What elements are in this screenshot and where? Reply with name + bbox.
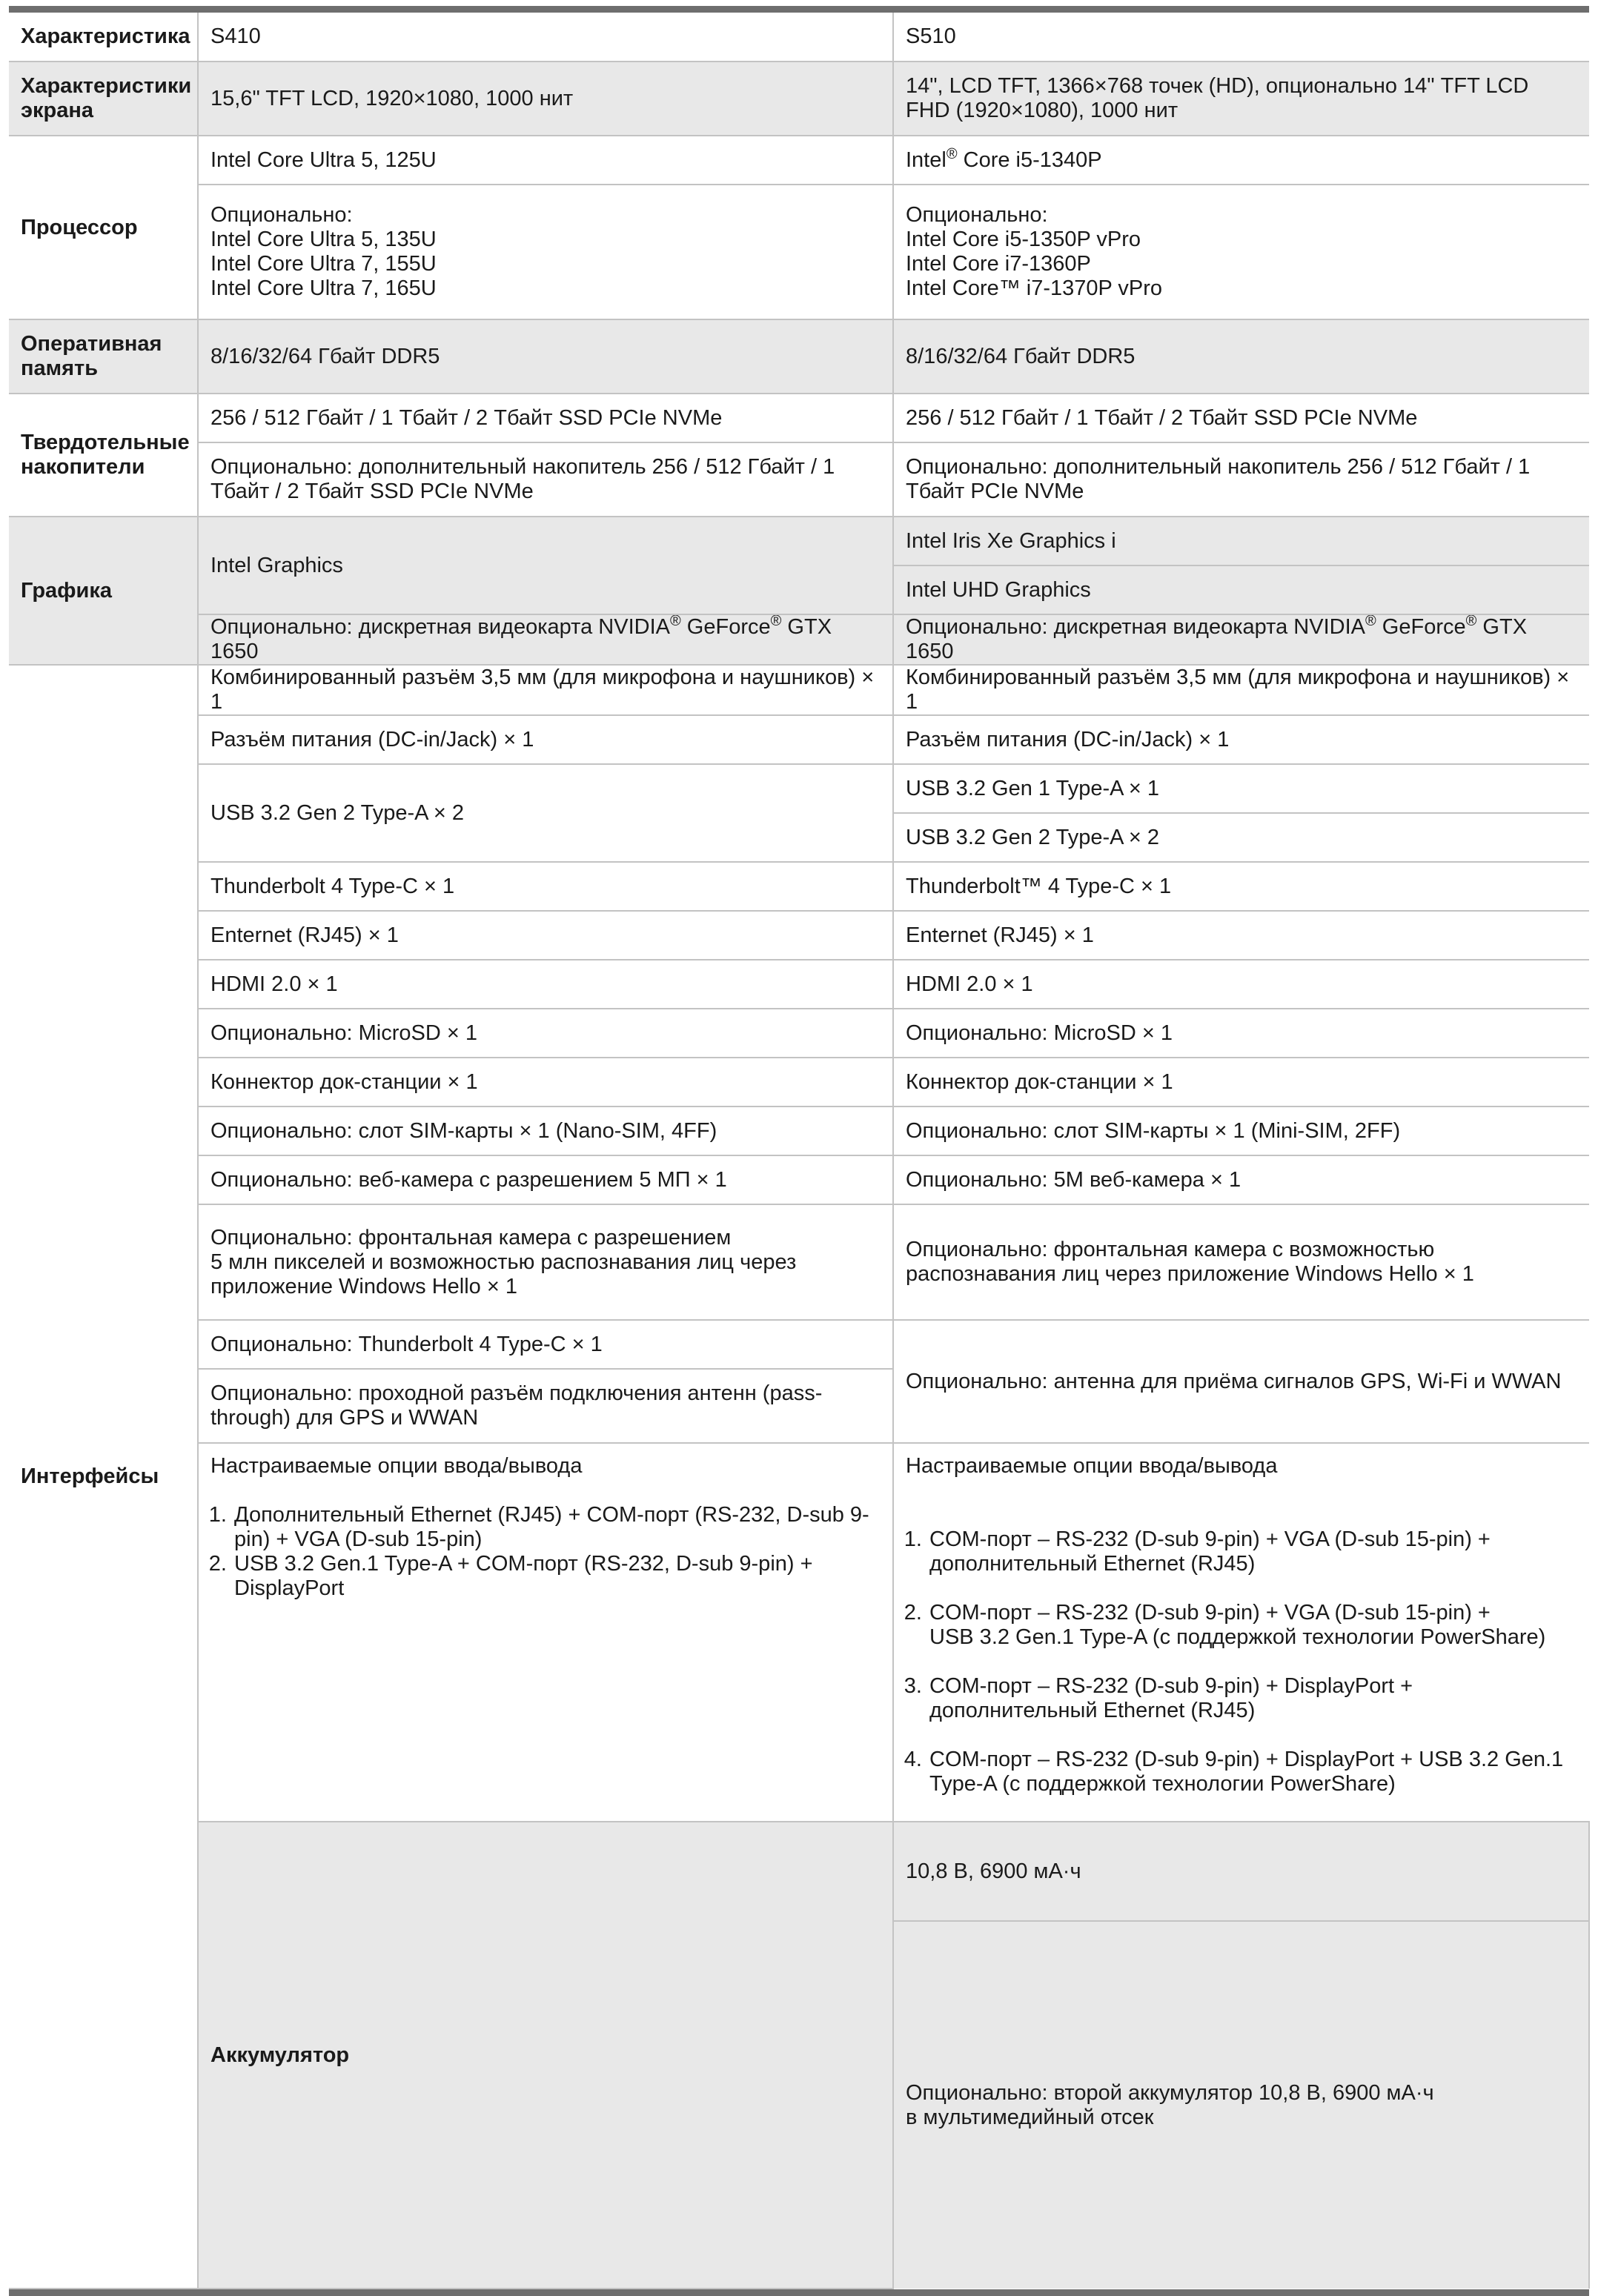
registered-mark: ® (770, 614, 782, 629)
cpu-s510-base (893, 136, 1589, 185)
iface-power-s410: Разъём питания (DC-in/Jack) × 1 (198, 715, 893, 764)
iface-eth-s410: Enternet (RJ45) × 1 (198, 911, 893, 960)
iface-sim-s410: Опционально: слот SIM-карты × 1 (Nano-SIM, 4FF) (198, 1106, 893, 1155)
iface-hdmi-s410: HDMI 2.0 × 1 (198, 960, 893, 1009)
iface-hdmi-s510: HDMI 2.0 × 1 (893, 960, 1589, 1009)
iface-row-dock (9, 1058, 1589, 1106)
iface-pass-s410: Опционально: проходной разъём подключения антенн (pass-through) для GPS и WWAN (198, 1369, 893, 1443)
header-s410: S410 (198, 13, 893, 62)
display-label: Характеристики экрана (9, 62, 198, 136)
io-title-s510: Настраиваемые опции ввода/вывода (906, 1454, 1278, 1478)
iface-front-s510: Опционально: фронтальная камера с возможностью распознавания лиц через приложение Windows Hello × 1 (893, 1204, 1589, 1320)
io-title-s410: Настраиваемые опции ввода/вывода (210, 1454, 583, 1478)
graphics-s510-options (893, 614, 1589, 665)
list-item: 2. USB 3.2 Gen.1 Type-A + COM-порт (RS-232, D-sub 9-pin) + DisplayPort (233, 1552, 881, 1601)
battery-label: Аккумулятор (198, 1822, 893, 2289)
registered-mark: ® (946, 145, 958, 162)
iface-io-s510 (893, 1443, 1589, 1822)
list-item: 1. Дополнительный Ethernet (RJ45) + COM-порт (RS-232, D-sub 9-pin) + VGA (D-sub 15-pin) (233, 1503, 881, 1552)
registered-mark: ® (1465, 614, 1477, 629)
cpu-s510-brand: Intel (906, 147, 946, 172)
iface-io-s410 (198, 1443, 893, 1822)
iface-usb-s410: USB 3.2 Gen 2 Type-A × 2 (198, 764, 893, 862)
iface-front-s410: Опционально: фронтальная камера с разрешением 5 млн пикселей и возможностью распознавания лиц через приложение Windows Hello × 1 (198, 1204, 893, 1320)
iface-row-tb-option (9, 1320, 1589, 1369)
gpu-opt-text-c: GTX 1650 (906, 615, 1528, 663)
header-characteristic: Характеристика (9, 13, 198, 62)
display-s510: 14", LCD TFT, 1366×768 точек (HD), опционально 14" TFT LCD FHD (1920×1080), 1000 нит (893, 62, 1589, 136)
iface-sd-s510: Опционально: MicroSD × 1 (893, 1009, 1589, 1058)
iface-web-s510: Опционально: 5М веб-камера × 1 (893, 1155, 1589, 1204)
cpu-s510-options: Опционально: Intel Core i5-1350P vPro Intel Core i7-1360P Intel Core™ i7-1370P vPro (893, 185, 1589, 319)
gpu-opt-text-a: Опционально: дискретная видеокарта NVIDIA (210, 615, 670, 639)
list-item: 1. COM-порт – RS-232 (D-sub 9-pin) + VGA (D-sub 15-pin) + дополнительный Ethernet (RJ45) (928, 1527, 1577, 1576)
iface-tbopt-s410: Опционально: Thunderbolt 4 Type-C × 1 (198, 1320, 893, 1369)
iface-row-ethernet (9, 911, 1589, 960)
header-row (9, 13, 1589, 62)
iface-row-io-options (9, 1443, 1589, 1822)
iface-sd-s410: Опционально: MicroSD × 1 (198, 1009, 893, 1058)
gpu-opt-text-c: GTX 1650 (210, 615, 832, 663)
iface-dock-s510: Коннектор док-станции × 1 (893, 1058, 1589, 1106)
iface-row-thunderbolt (9, 862, 1589, 911)
iface-usb2-s510: USB 3.2 Gen 2 Type-A × 2 (893, 813, 1589, 862)
display-row (9, 62, 1589, 136)
cpu-row-base (9, 136, 1589, 185)
graphics-s510-iris: Intel Iris Xe Graphics i (893, 517, 1589, 565)
iface-antenna-s510: Опционально: антенна для приёма сигналов GPS, Wi-Fi и WWAN (893, 1320, 1589, 1443)
cpu-row-options (9, 185, 1589, 319)
ssd-s510-base: 256 / 512 Гбайт / 1 Тбайт / 2 Тбайт SSD PCIe NVMe (893, 394, 1589, 442)
iface-row-hdmi (9, 960, 1589, 1009)
registered-mark: ® (1365, 614, 1376, 629)
ssd-row-base (9, 394, 1589, 442)
iface-row-usb1 (9, 764, 1589, 813)
io-list-s410 (210, 1503, 881, 1601)
ssd-label: Твердотельные накопители (9, 394, 198, 517)
cpu-label: Процессор (9, 136, 198, 319)
iface-row-microsd (9, 1009, 1589, 1058)
iface-eth-s510: Enternet (RJ45) × 1 (893, 911, 1589, 960)
battery-row-base (9, 1822, 1589, 1921)
gpu-opt-text-b: GeForce (680, 615, 771, 639)
list-item: 3. COM-порт – RS-232 (D-sub 9-pin) + DisplayPort + дополнительный Ethernet (RJ45) (928, 1674, 1577, 1723)
iface-row-webcam (9, 1155, 1589, 1204)
header-s510: S510 (893, 13, 1589, 62)
registered-mark: ® (669, 614, 681, 629)
iface-row-audio (9, 665, 1589, 715)
ssd-s410-base: 256 / 512 Гбайт / 1 Тбайт / 2 Тбайт SSD PCIe NVMe (198, 394, 893, 442)
ssd-s510-options: Опционально: дополнительный накопитель 256 / 512 Гбайт / 1 Тбайт PCIe NVMe (893, 442, 1589, 517)
ram-s410: 8/16/32/64 Гбайт DDR5 (198, 319, 893, 394)
battery-s410-options: Опционально: второй аккумулятор 10,8 В, 6900 мА·ч в мультимедийный отсек (893, 1921, 1589, 2289)
iface-audio-s510: Комбинированный разъём 3,5 мм (для микрофона и наушников) × 1 (893, 665, 1589, 715)
list-item: 2. COM-порт – RS-232 (D-sub 9-pin) + VGA (D-sub 15-pin) + USB 3.2 Gen.1 Type-A (с поддержкой технологии PowerShare) (928, 1601, 1577, 1650)
battery-s410-base: 10,8 В, 6900 мА·ч (893, 1822, 1589, 1921)
gpu-opt-text-a: Опционально: дискретная видеокарта NVIDIA (906, 615, 1365, 639)
iface-sim-s510: Опционально: слот SIM-карты × 1 (Mini-SIM, 2FF) (893, 1106, 1589, 1155)
iface-dock-s410: Коннектор док-станции × 1 (198, 1058, 893, 1106)
ssd-row-options (9, 442, 1589, 517)
spec-table-frame (9, 6, 1589, 2296)
cpu-s410-base: Intel Core Ultra 5, 125U (198, 136, 893, 185)
graphics-row-options (9, 614, 1589, 665)
graphics-row-iris (9, 517, 1589, 565)
ssd-s410-options: Опционально: дополнительный накопитель 256 / 512 Гбайт / 1 Тбайт / 2 Тбайт SSD PCIe NVMe (198, 442, 893, 517)
graphics-label: Графика (9, 517, 198, 665)
ram-row (9, 319, 1589, 394)
iface-row-sim (9, 1106, 1589, 1155)
iface-web-s410: Опционально: веб-камера с разрешением 5 МП × 1 (198, 1155, 893, 1204)
iface-power-s510: Разъём питания (DC-in/Jack) × 1 (893, 715, 1589, 764)
ram-s510: 8/16/32/64 Гбайт DDR5 (893, 319, 1589, 394)
display-s410: 15,6" TFT LCD, 1920×1080, 1000 нит (198, 62, 893, 136)
iface-row-power (9, 715, 1589, 764)
ram-label: Оперативная память (9, 319, 198, 394)
io-list-s510 (906, 1503, 1577, 1821)
gpu-opt-text-b: GeForce (1376, 615, 1466, 639)
list-item: 4. COM-порт – RS-232 (D-sub 9-pin) + DisplayPort + USB 3.2 Gen.1 Type-A (с поддержкой технологии PowerShare) (928, 1748, 1577, 1796)
iface-usb1-s510: USB 3.2 Gen 1 Type-A × 1 (893, 764, 1589, 813)
cpu-s510-model: Core i5-1340P (957, 147, 1102, 172)
iface-row-front-camera (9, 1204, 1589, 1320)
cpu-s410-options: Опционально: Intel Core Ultra 5, 135U Intel Core Ultra 7, 155U Intel Core Ultra 7, 165U (198, 185, 893, 319)
spec-table (9, 13, 1589, 2289)
iface-tb-s410: Thunderbolt 4 Type-C × 1 (198, 862, 893, 911)
graphics-s410-options (198, 614, 893, 665)
graphics-s510-uhd: Intel UHD Graphics (893, 565, 1589, 614)
iface-tb-s510: Thunderbolt™ 4 Type-C × 1 (893, 862, 1589, 911)
graphics-s410-base: Intel Graphics (198, 517, 893, 614)
iface-audio-s410: Комбинированный разъём 3,5 мм (для микрофона и наушников) × 1 (198, 665, 893, 715)
interfaces-label: Интерфейсы (9, 665, 198, 2289)
